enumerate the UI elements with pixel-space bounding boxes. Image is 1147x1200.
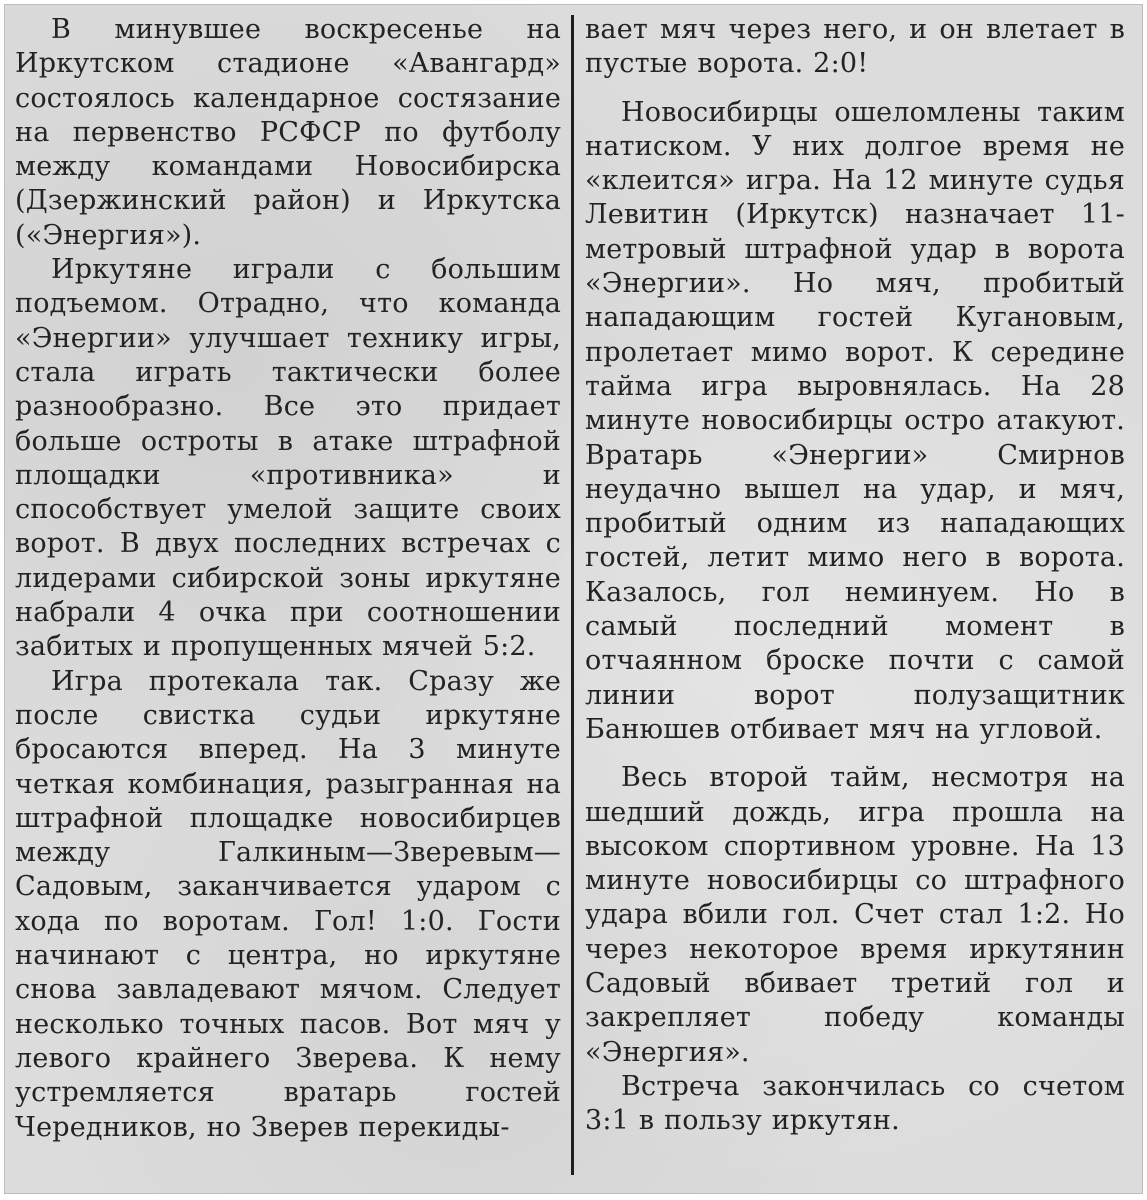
article-paragraph: В минувшее воскресенье на Иркутском стадионе «Авангард» состоялось календарное состязание на первенство РСФСР по футболу между командами Новосибирска (Дзержинский район) и Иркутска («Энергия»). <box>15 14 561 251</box>
column-divider <box>571 15 574 1175</box>
article-paragraph: Иркутяне играли с большим подъемом. Отрадно, что команда «Энергии» улучшает технику игры, стала играть тактически более разнообразно. Все это придает больше остроты в атаке штрафной площадки «противника» и способствует умелой защите своих ворот. В двух последних встречах с лидерами сибирской зоны иркутяне набрали 4 очка при соотношении забитых и пропущенных мячей 5:2. <box>15 254 561 663</box>
article-column-right <box>585 13 1125 1139</box>
article-paragraph: Встреча закончилась со счетом 3:1 в пользу иркутян. <box>585 1070 1125 1137</box>
article-paragraph: Игра протекала так. Сразу же после свистка судьи иркутяне бросаются вперед. На 3 минуте четкая комбинация, разыгранная на штрафной площадке новосибирцев между Галкиным—Зверевым—Садовым, заканчивается ударом с хода по воротам. Гол! 1:0. Гости начинают с центра, но иркутяне снова завладевают мячом. Следует несколько точных пасов. Вот мяч у левого крайнего Зверева. К нему устремляется вратарь гостей Чередников, но Зверев перекиды- <box>15 665 561 1143</box>
article-paragraph: вает мяч через него, и он влетает в пустые ворота. 2:0! <box>585 14 1125 80</box>
article-paragraph: Новосибирцы ошеломлены таким натиском. У них долгое время не «клеится» игра. На 12 минуте судья Левитин (Иркутск) назначает 11-метровый штрафной удар в ворота «Энергии». Но мяч, пробитый нападающим гостей Кугановым, пролетает мимо ворот. К середине тайма игра выровнялась. На 28 минуте новосибирцы остро атакуют. Вратарь «Энергии» Смирнов неудачно вышел на удар, и мяч, пробитый одним из нападающих гостей, летит мимо него в ворота. Казалось, гол неминуем. Но в самый последний момент в отчаянном броске почти с самой линии ворот полузащитник Банюшев отбивает мяч на угловой. <box>585 96 1125 745</box>
newspaper-clipping <box>4 4 1143 1194</box>
article-paragraph: Весь второй тайм, несмотря на шедший дождь, игра прошла на высоком спортивном уровне. На 13 минуте новосибирцы со штрафного удара вбили гол. Счет стал 1:2. Но через некоторое время иркутянин Садовый вбивает третий гол и закрепляет победу команды «Энергия». <box>585 762 1125 1068</box>
article-column-left <box>15 13 561 1145</box>
